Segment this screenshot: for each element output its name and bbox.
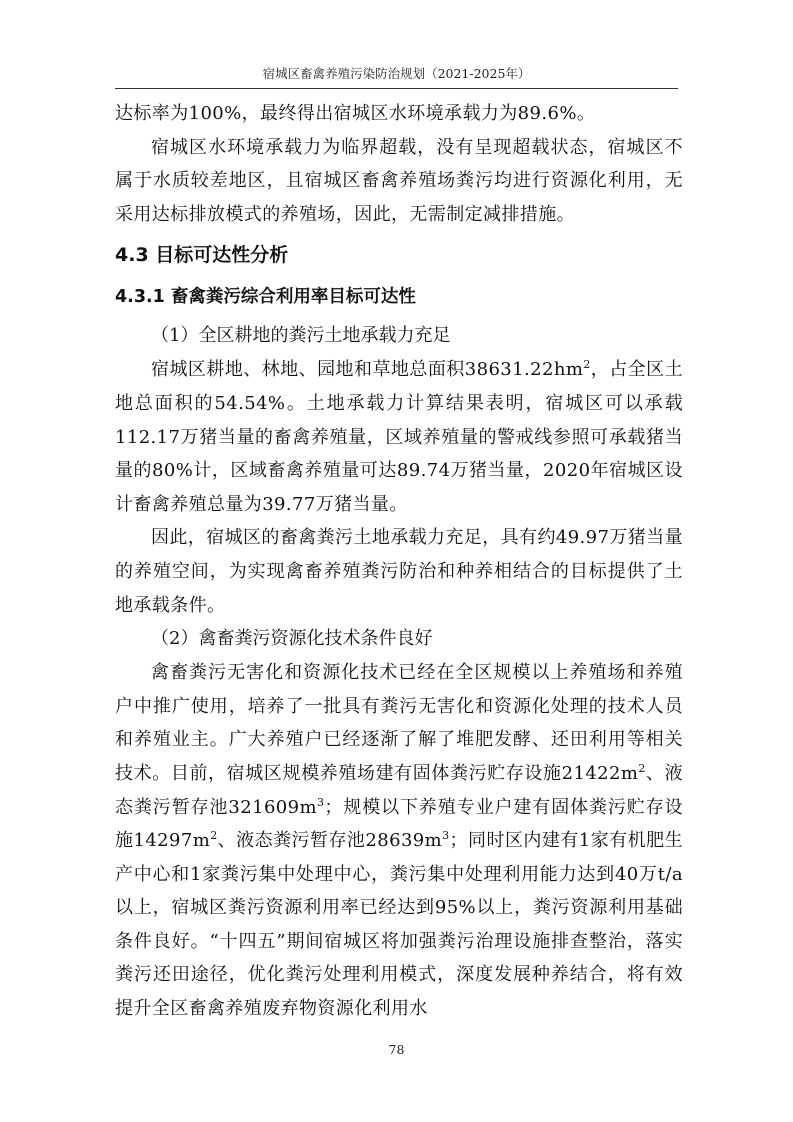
paragraph-5-text-e: ；同时区内建有1家有机肥生产中心和1家粪污集中处理中心，粪污集中处理利用能力达到40万t/a以上，宿城区粪污资源利用率已经达到95%以上，粪污资源利用基础条件良好。“十四五”期间宿城区将加强粪污治理设施排查整治，落实粪污还田途径，优化粪污处理利用模式，深度发展种养结合，将有效提升全区畜禽养殖废弃物资源化利用水 <box>115 830 683 1020</box>
header-divider <box>115 88 678 89</box>
page-number: 78 <box>388 1042 405 1057</box>
superscript-2: 2 <box>583 358 591 372</box>
paragraph-5-text-b: 、液态粪污暂存池321609m <box>115 762 684 818</box>
list-item-1: （1）全区耕地的粪污土地承载力充足 <box>151 325 451 347</box>
superscript-2: 2 <box>638 761 646 775</box>
paragraph-3-text-a: 宿城区耕地、林地、园地和草地总面积38631.22hm <box>151 359 584 381</box>
paragraph-5 <box>115 656 683 1026</box>
paragraph-3 <box>115 353 683 521</box>
superscript-2: 2 <box>210 829 218 843</box>
paragraph-5-text-c: ；规模以下养殖专业户建有固体粪污贮存设施14297m <box>115 796 683 852</box>
paragraph-2: 宿城区水环境承载力为临界超载，没有呈现超载状态，宿城区不属于水质较差地区，且宿城区畜禽养殖场粪污均进行资源化利用，无采用达标排放模式的养殖场，因此，无需制定减排措施。 <box>115 136 683 225</box>
paragraph-5-text-a: 禽畜粪污无害化和资源化技术已经在全区规模以上养殖场和养殖户中推广使用，培养了一批具有粪污无害化和资源化处理的技术人员和养殖业主。广大养殖户已经逐渐了解了堆肥发酵、还田利用等相关技术。目前，宿城区规模养殖场建有固体粪污贮存设施21422m <box>115 662 683 784</box>
list-item-2: （2）禽畜粪污资源化技术条件良好 <box>151 628 433 650</box>
superscript-3: 3 <box>442 829 450 843</box>
page-body <box>115 97 683 1026</box>
subsection-heading: 4.3.1 畜禽粪污综合利用率目标可达性 <box>115 287 416 308</box>
paragraph-1: 达标率为100%，最终得出宿城区水环境承载力为89.6%。 <box>115 103 596 124</box>
running-header: 宿城区畜禽养殖污染防治规划（2021-2025年） <box>262 66 531 81</box>
paragraph-5-text-d: 、液态粪污暂存池28639m <box>217 830 443 852</box>
paragraph-3-text-b: ，占全区土地总面积的54.54%。土地承载力计算结果表明，宿城区可以承载112.17万猪当量的畜禽养殖量，区域养殖量的警戒线参照可承载猪当量的80%计，区域畜禽养殖量可达89.74万猪当量，2020年宿城区设计畜禽养殖总量为39.77万猪当量。 <box>115 359 683 515</box>
paragraph-4: 因此，宿城区的畜禽粪污土地承载力充足，具有约49.97万猪当量的养殖空间，为实现禽畜养殖粪污防治和种养相结合的目标提供了土地承载条件。 <box>115 527 683 616</box>
superscript-3: 3 <box>316 795 325 809</box>
section-heading: 4.3 目标可达性分析 <box>115 244 289 267</box>
